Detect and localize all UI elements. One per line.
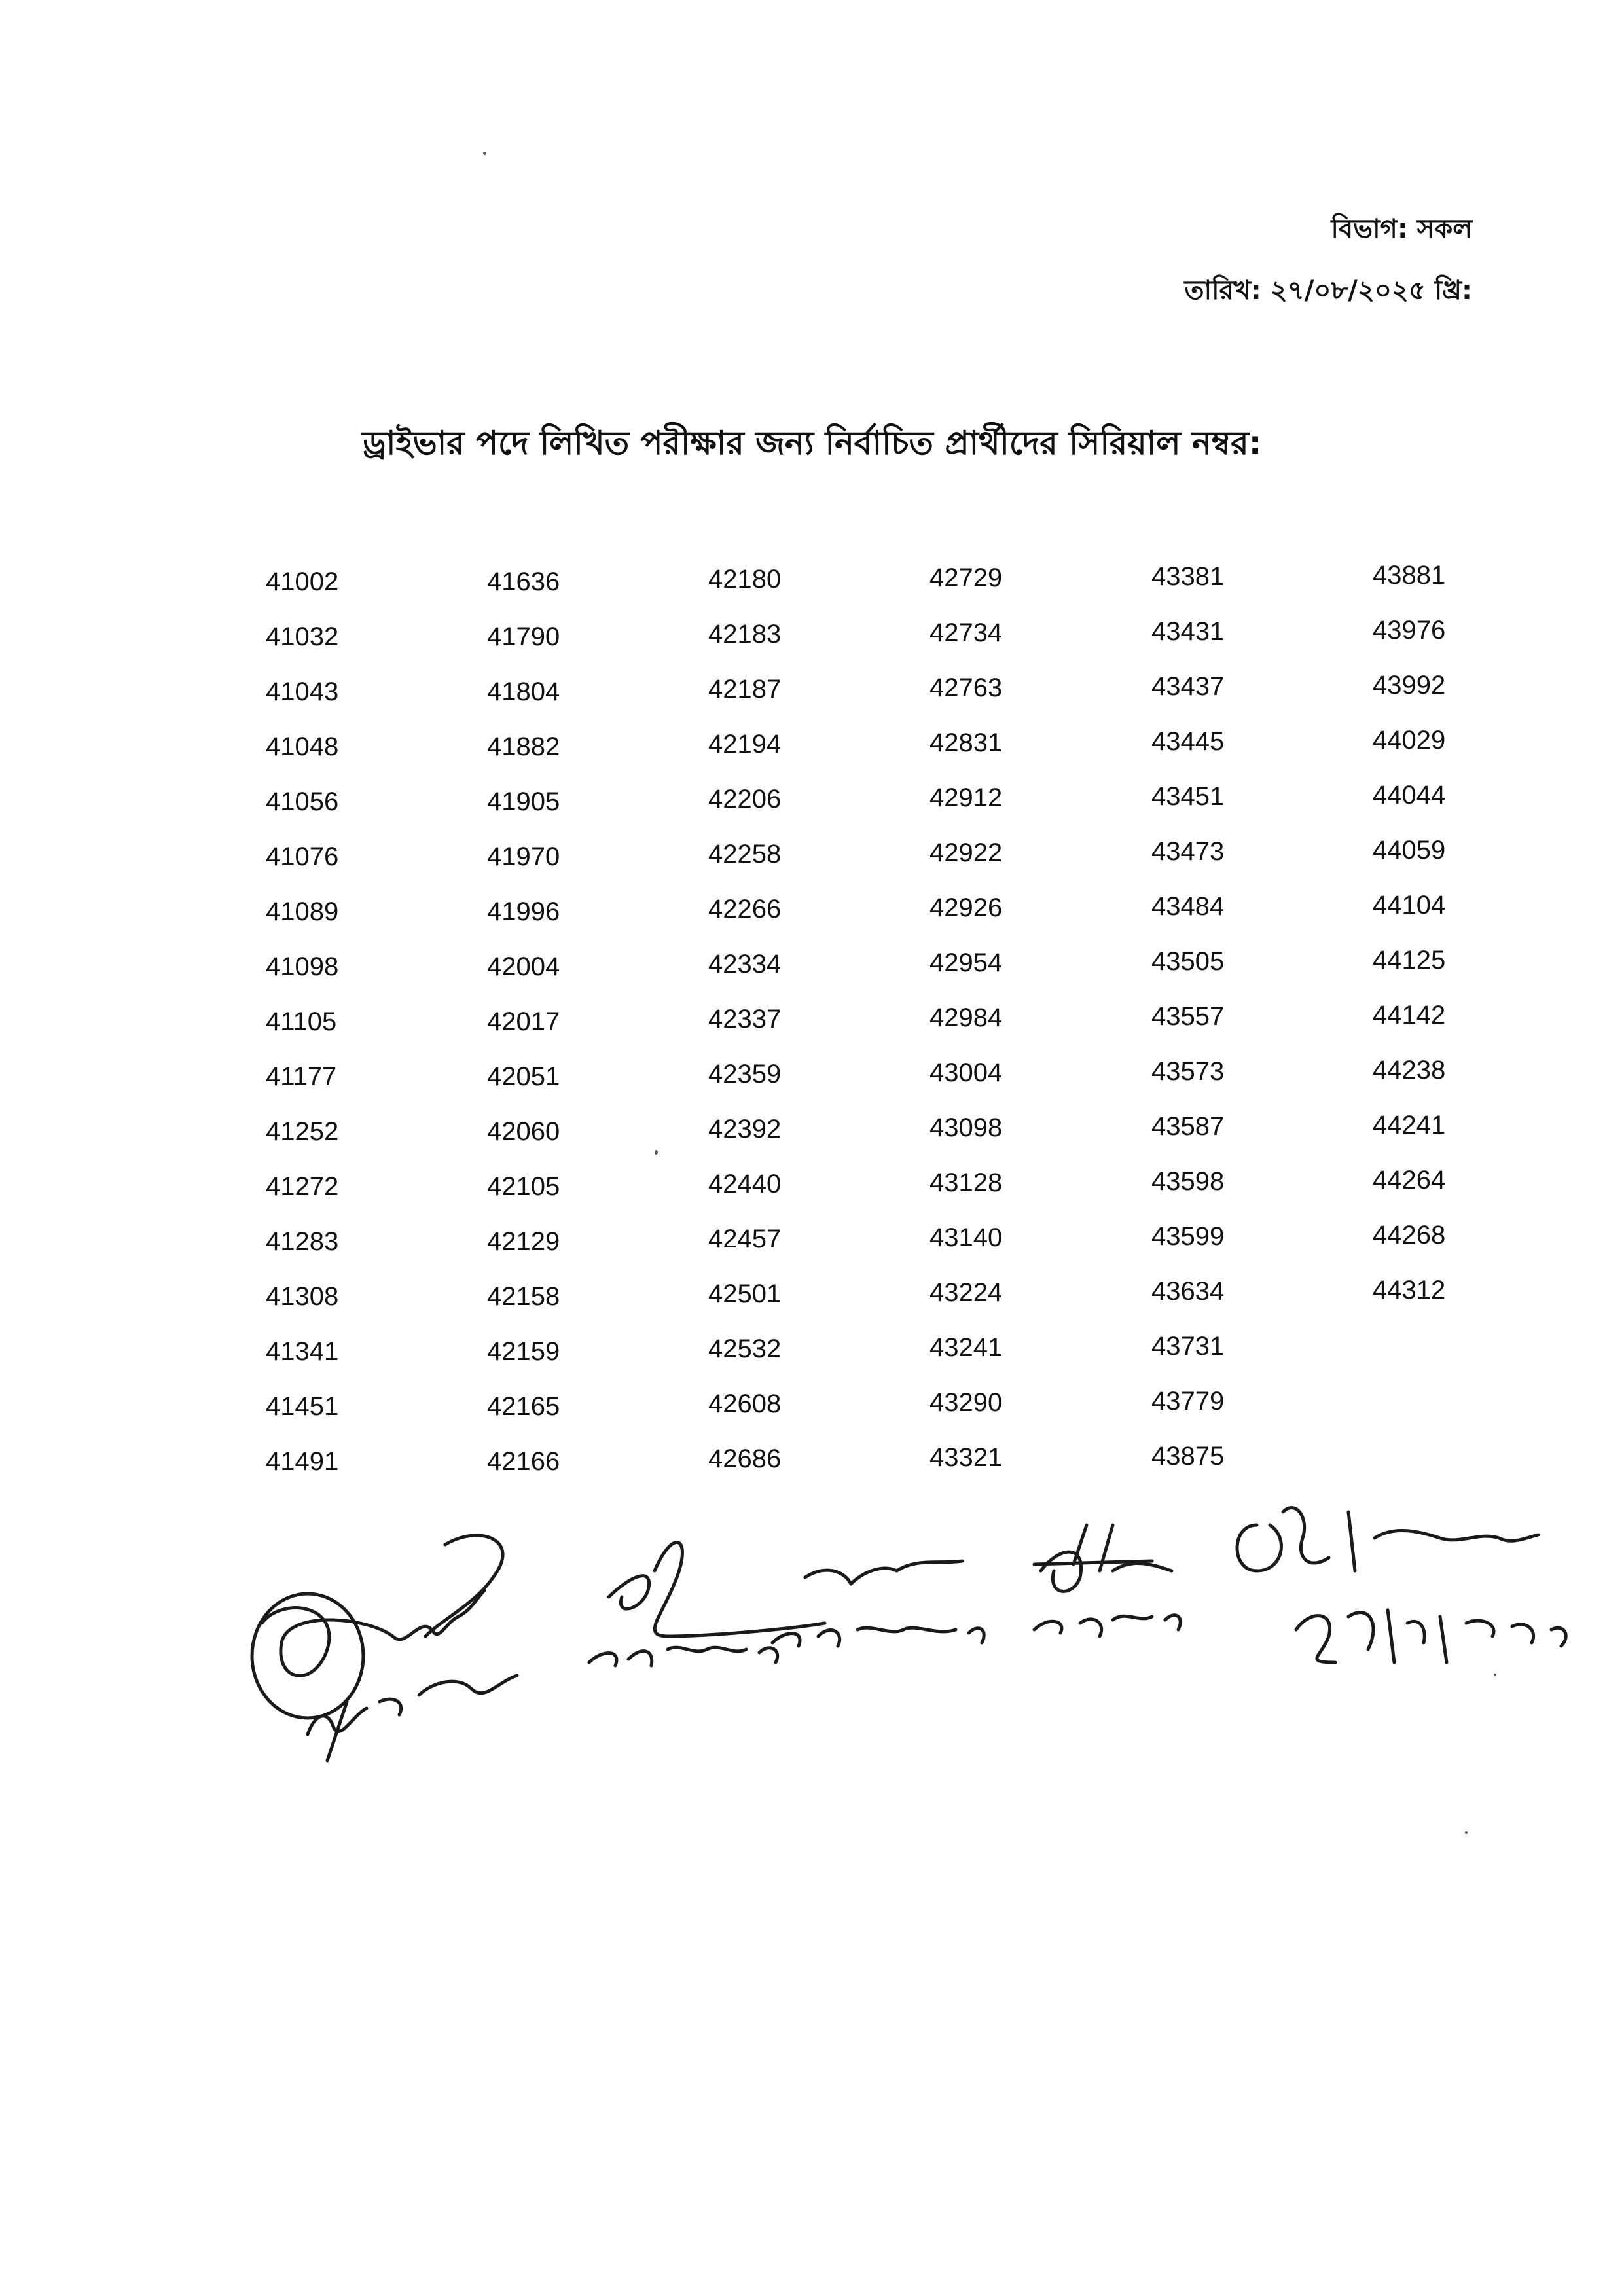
serial-number: 42532 xyxy=(708,1335,782,1363)
signature-3 xyxy=(772,1561,984,1646)
serial-number: 41272 xyxy=(266,1172,339,1201)
serial-number: 41043 xyxy=(266,677,339,706)
serial-number: 41451 xyxy=(266,1392,339,1421)
serial-number: 42926 xyxy=(929,893,1003,922)
serial-number: 41056 xyxy=(266,787,339,816)
serial-number: 43731 xyxy=(1151,1332,1225,1361)
serial-number: 41491 xyxy=(266,1447,339,1476)
serial-number: 44312 xyxy=(1373,1276,1446,1304)
serial-number: 42763 xyxy=(929,673,1003,702)
serial-number: 43484 xyxy=(1151,892,1225,921)
serial-number: 44059 xyxy=(1373,836,1446,865)
serial-number: 43587 xyxy=(1151,1112,1225,1141)
serial-number: 42686 xyxy=(708,1444,782,1473)
serial-number: 44268 xyxy=(1373,1221,1446,1249)
serial-number: 42729 xyxy=(929,564,1003,592)
serial-number: 43451 xyxy=(1151,782,1225,811)
serial-number: 43473 xyxy=(1151,837,1225,866)
serial-number: 44029 xyxy=(1373,726,1446,755)
serial-number: 43140 xyxy=(929,1223,1003,1252)
serial-number: 42457 xyxy=(708,1225,782,1253)
serial-number: 44241 xyxy=(1373,1111,1446,1139)
signature-4 xyxy=(1034,1525,1180,1636)
serial-number: 42165 xyxy=(487,1392,560,1421)
serial-number: 42984 xyxy=(929,1003,1003,1032)
serial-number: 42608 xyxy=(708,1390,782,1418)
serial-number: 41341 xyxy=(266,1337,339,1366)
serial-number: 41996 xyxy=(487,897,560,926)
scan-speck xyxy=(655,1150,658,1155)
serial-number: 44104 xyxy=(1373,891,1446,920)
scan-speck xyxy=(1465,1831,1468,1834)
serial-number: 43779 xyxy=(1151,1387,1225,1416)
serial-number: 43445 xyxy=(1151,727,1225,756)
signature-5 xyxy=(1237,1508,1566,1662)
serial-number: 44264 xyxy=(1373,1166,1446,1194)
scan-speck xyxy=(1494,1674,1496,1676)
serial-number: 41076 xyxy=(266,842,339,871)
serial-number: 42258 xyxy=(708,840,782,869)
serial-number: 43224 xyxy=(929,1278,1003,1307)
serial-number: 42129 xyxy=(487,1227,560,1256)
serial-number: 42159 xyxy=(487,1337,560,1366)
serial-number: 43098 xyxy=(929,1113,1003,1142)
serial-number: 43599 xyxy=(1151,1222,1225,1251)
serial-number: 42166 xyxy=(487,1447,560,1476)
serial-number: 43004 xyxy=(929,1058,1003,1087)
serial-number: 43875 xyxy=(1151,1442,1225,1471)
serial-number: 43598 xyxy=(1151,1167,1225,1196)
serial-number: 43437 xyxy=(1151,672,1225,701)
serial-number: 41308 xyxy=(266,1282,339,1311)
serial-number: 41882 xyxy=(487,732,560,761)
serial-number: 42060 xyxy=(487,1117,560,1146)
serial-number: 41032 xyxy=(266,622,339,651)
serial-number: 41177 xyxy=(266,1062,337,1091)
serial-number: 42183 xyxy=(708,620,782,649)
serial-number: 43321 xyxy=(929,1443,1003,1472)
serial-number: 41089 xyxy=(266,897,339,926)
serial-number: 42954 xyxy=(929,948,1003,977)
serial-number: 43128 xyxy=(929,1168,1003,1197)
serial-number: 44238 xyxy=(1373,1056,1446,1085)
serial-number: 42051 xyxy=(487,1062,560,1091)
serial-number: 44044 xyxy=(1373,781,1446,810)
serial-number: 41283 xyxy=(266,1227,339,1256)
serial-number: 41098 xyxy=(266,952,339,981)
serial-number: 42194 xyxy=(708,730,782,759)
serial-number: 42334 xyxy=(708,950,782,978)
serial-number: 42004 xyxy=(487,952,560,981)
serial-number: 42912 xyxy=(929,783,1003,812)
date-line: তারিখ: ২৭/০৮/২০২৫ খ্রি: xyxy=(1184,276,1472,306)
serial-number: 41048 xyxy=(266,732,339,761)
serial-number: 43992 xyxy=(1373,671,1446,700)
division-line: বিভাগ: সকল xyxy=(1331,214,1472,244)
serial-number: 43557 xyxy=(1151,1002,1225,1031)
serial-number: 41804 xyxy=(487,677,560,706)
serial-number: 43431 xyxy=(1151,617,1225,646)
serial-number: 41905 xyxy=(487,787,560,816)
scan-speck xyxy=(483,152,486,155)
serial-number: 43381 xyxy=(1151,562,1225,591)
serial-number: 42187 xyxy=(708,675,782,704)
serial-number: 41636 xyxy=(487,567,560,596)
serial-number: 41002 xyxy=(266,567,339,596)
serial-number: 41970 xyxy=(487,842,560,871)
serial-number: 42734 xyxy=(929,619,1003,647)
serial-number: 41790 xyxy=(487,622,560,651)
serial-number: 43241 xyxy=(929,1333,1003,1362)
serial-number: 42105 xyxy=(487,1172,560,1201)
serial-number: 43976 xyxy=(1373,616,1446,645)
serial-number: 43505 xyxy=(1151,947,1225,976)
serial-number: 42392 xyxy=(708,1115,782,1143)
signature-1 xyxy=(252,1535,517,1761)
serial-number: 43290 xyxy=(929,1388,1003,1417)
serial-number: 42440 xyxy=(708,1170,782,1198)
signature-2 xyxy=(589,1542,825,1666)
document-title: ড্রাইভার পদে লিখিত পরীক্ষার জন্য নির্বাচিত প্রার্থীদের সিরিয়াল নম্বর: xyxy=(362,424,1262,462)
serial-number: 42922 xyxy=(929,838,1003,867)
serial-number: 42501 xyxy=(708,1280,782,1308)
serial-number: 42180 xyxy=(708,565,782,594)
serial-number: 43881 xyxy=(1373,561,1446,590)
serial-number: 44125 xyxy=(1373,946,1446,975)
serial-number: 42831 xyxy=(929,728,1003,757)
serial-number: 42206 xyxy=(708,785,782,814)
serial-number: 43634 xyxy=(1151,1277,1225,1306)
serial-number: 43573 xyxy=(1151,1057,1225,1086)
serial-number: 42266 xyxy=(708,895,782,924)
serial-number: 44142 xyxy=(1373,1001,1446,1030)
serial-number: 42017 xyxy=(487,1007,560,1036)
serial-number: 41252 xyxy=(266,1117,339,1146)
serial-number: 42337 xyxy=(708,1005,782,1033)
serial-number: 42158 xyxy=(487,1282,560,1311)
serial-number: 42359 xyxy=(708,1060,782,1088)
serial-number: 41105 xyxy=(266,1007,337,1036)
